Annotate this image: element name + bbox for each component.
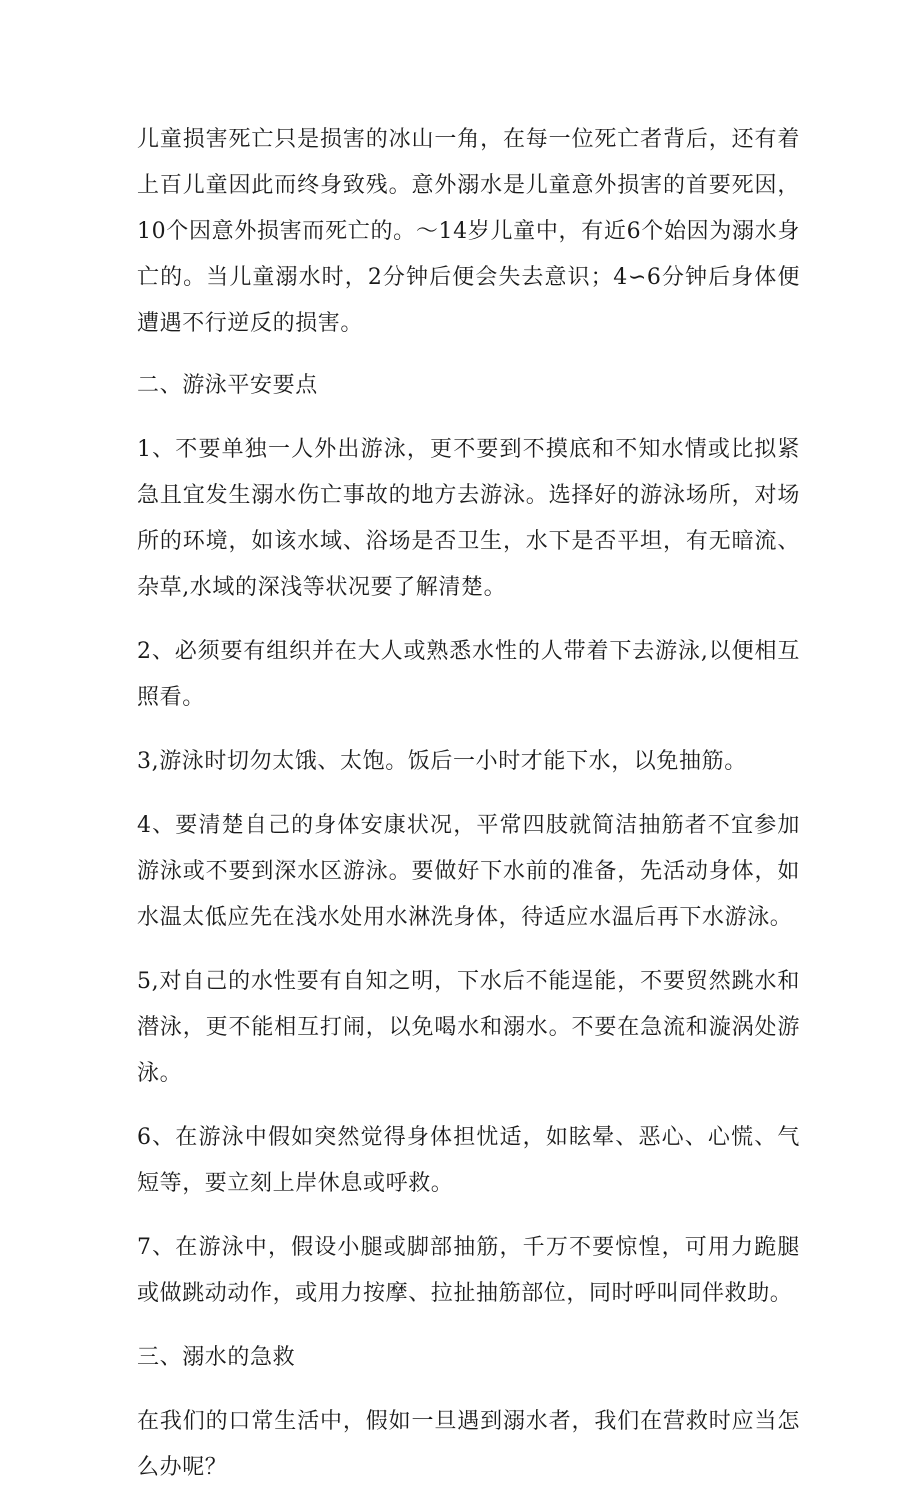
safety-point-2: 2、必须要有组织并在大人或熟悉水性的人带着下去游泳,以便相互照看。 — [137, 639, 800, 710]
safety-point-3: 3,游泳时切勿太饿、太饱。饭后一小时才能下水，以免抽筋。 — [137, 749, 747, 774]
safety-point-6: 6、在游泳中假如突然觉得身体担忧适，如眩晕、恶心、心慌、气短等，要立刻上岸休息或呼救。 — [137, 1125, 800, 1196]
safety-point-1: 1、不要单独一人外出游泳，更不要到不摸底和不知水情或比拟紧急且宜发生溺水伤亡事故的地方去游泳。选择好的游泳场所，对场所的环境，如该水域、浴场是否卫生，水下是否平坦，有无暗流、杂草,水域的深浅等状况要了解清楚。 — [137, 437, 800, 600]
safety-point-5: 5,对自己的水性要有自知之明，下水后不能逞能，不要贸然跳水和潜泳，更不能相互打闹，以免喝水和溺水。不要在急流和漩涡处游泳。 — [137, 969, 800, 1086]
intro-paragraph: 儿童损害死亡只是损害的冰山一角，在每一位死亡者背后，还有着上百儿童因此而终身致残。意外溺水是儿童意外损害的首要死因，10个因意外损害而死亡的。～14岁儿童中，有近6个始因为溺水身亡的。当儿童溺水时，2分钟后便会失去意识；4∽6分钟后身体便遭遇不行逆反的损害。 — [137, 127, 800, 336]
safety-point-4: 4、要清楚自己的身体安康状况，平常四肢就简洁抽筋者不宜参加游泳或不要到深水区游泳。要做好下水前的准备，先活动身体，如水温太低应先在浅水处用水淋洗身体，待适应水温后再下水游泳。 — [137, 813, 800, 930]
safety-point-7: 7、在游泳中，假设小腿或脚部抽筋，千万不要惊惶，可用力跪腿或做跳动动作，或用力按摩、拉扯抽筋部位，同时呼叫同伴救助。 — [137, 1235, 800, 1306]
section-heading-swimming-safety: 二、游泳平安要点 — [137, 373, 318, 398]
closing-paragraph: 在我们的口常生活中，假如一旦遇到溺水者，我们在营救时应当怎么办呢？ — [137, 1409, 800, 1480]
section-heading-first-aid: 三、溺水的急救 — [137, 1345, 296, 1370]
